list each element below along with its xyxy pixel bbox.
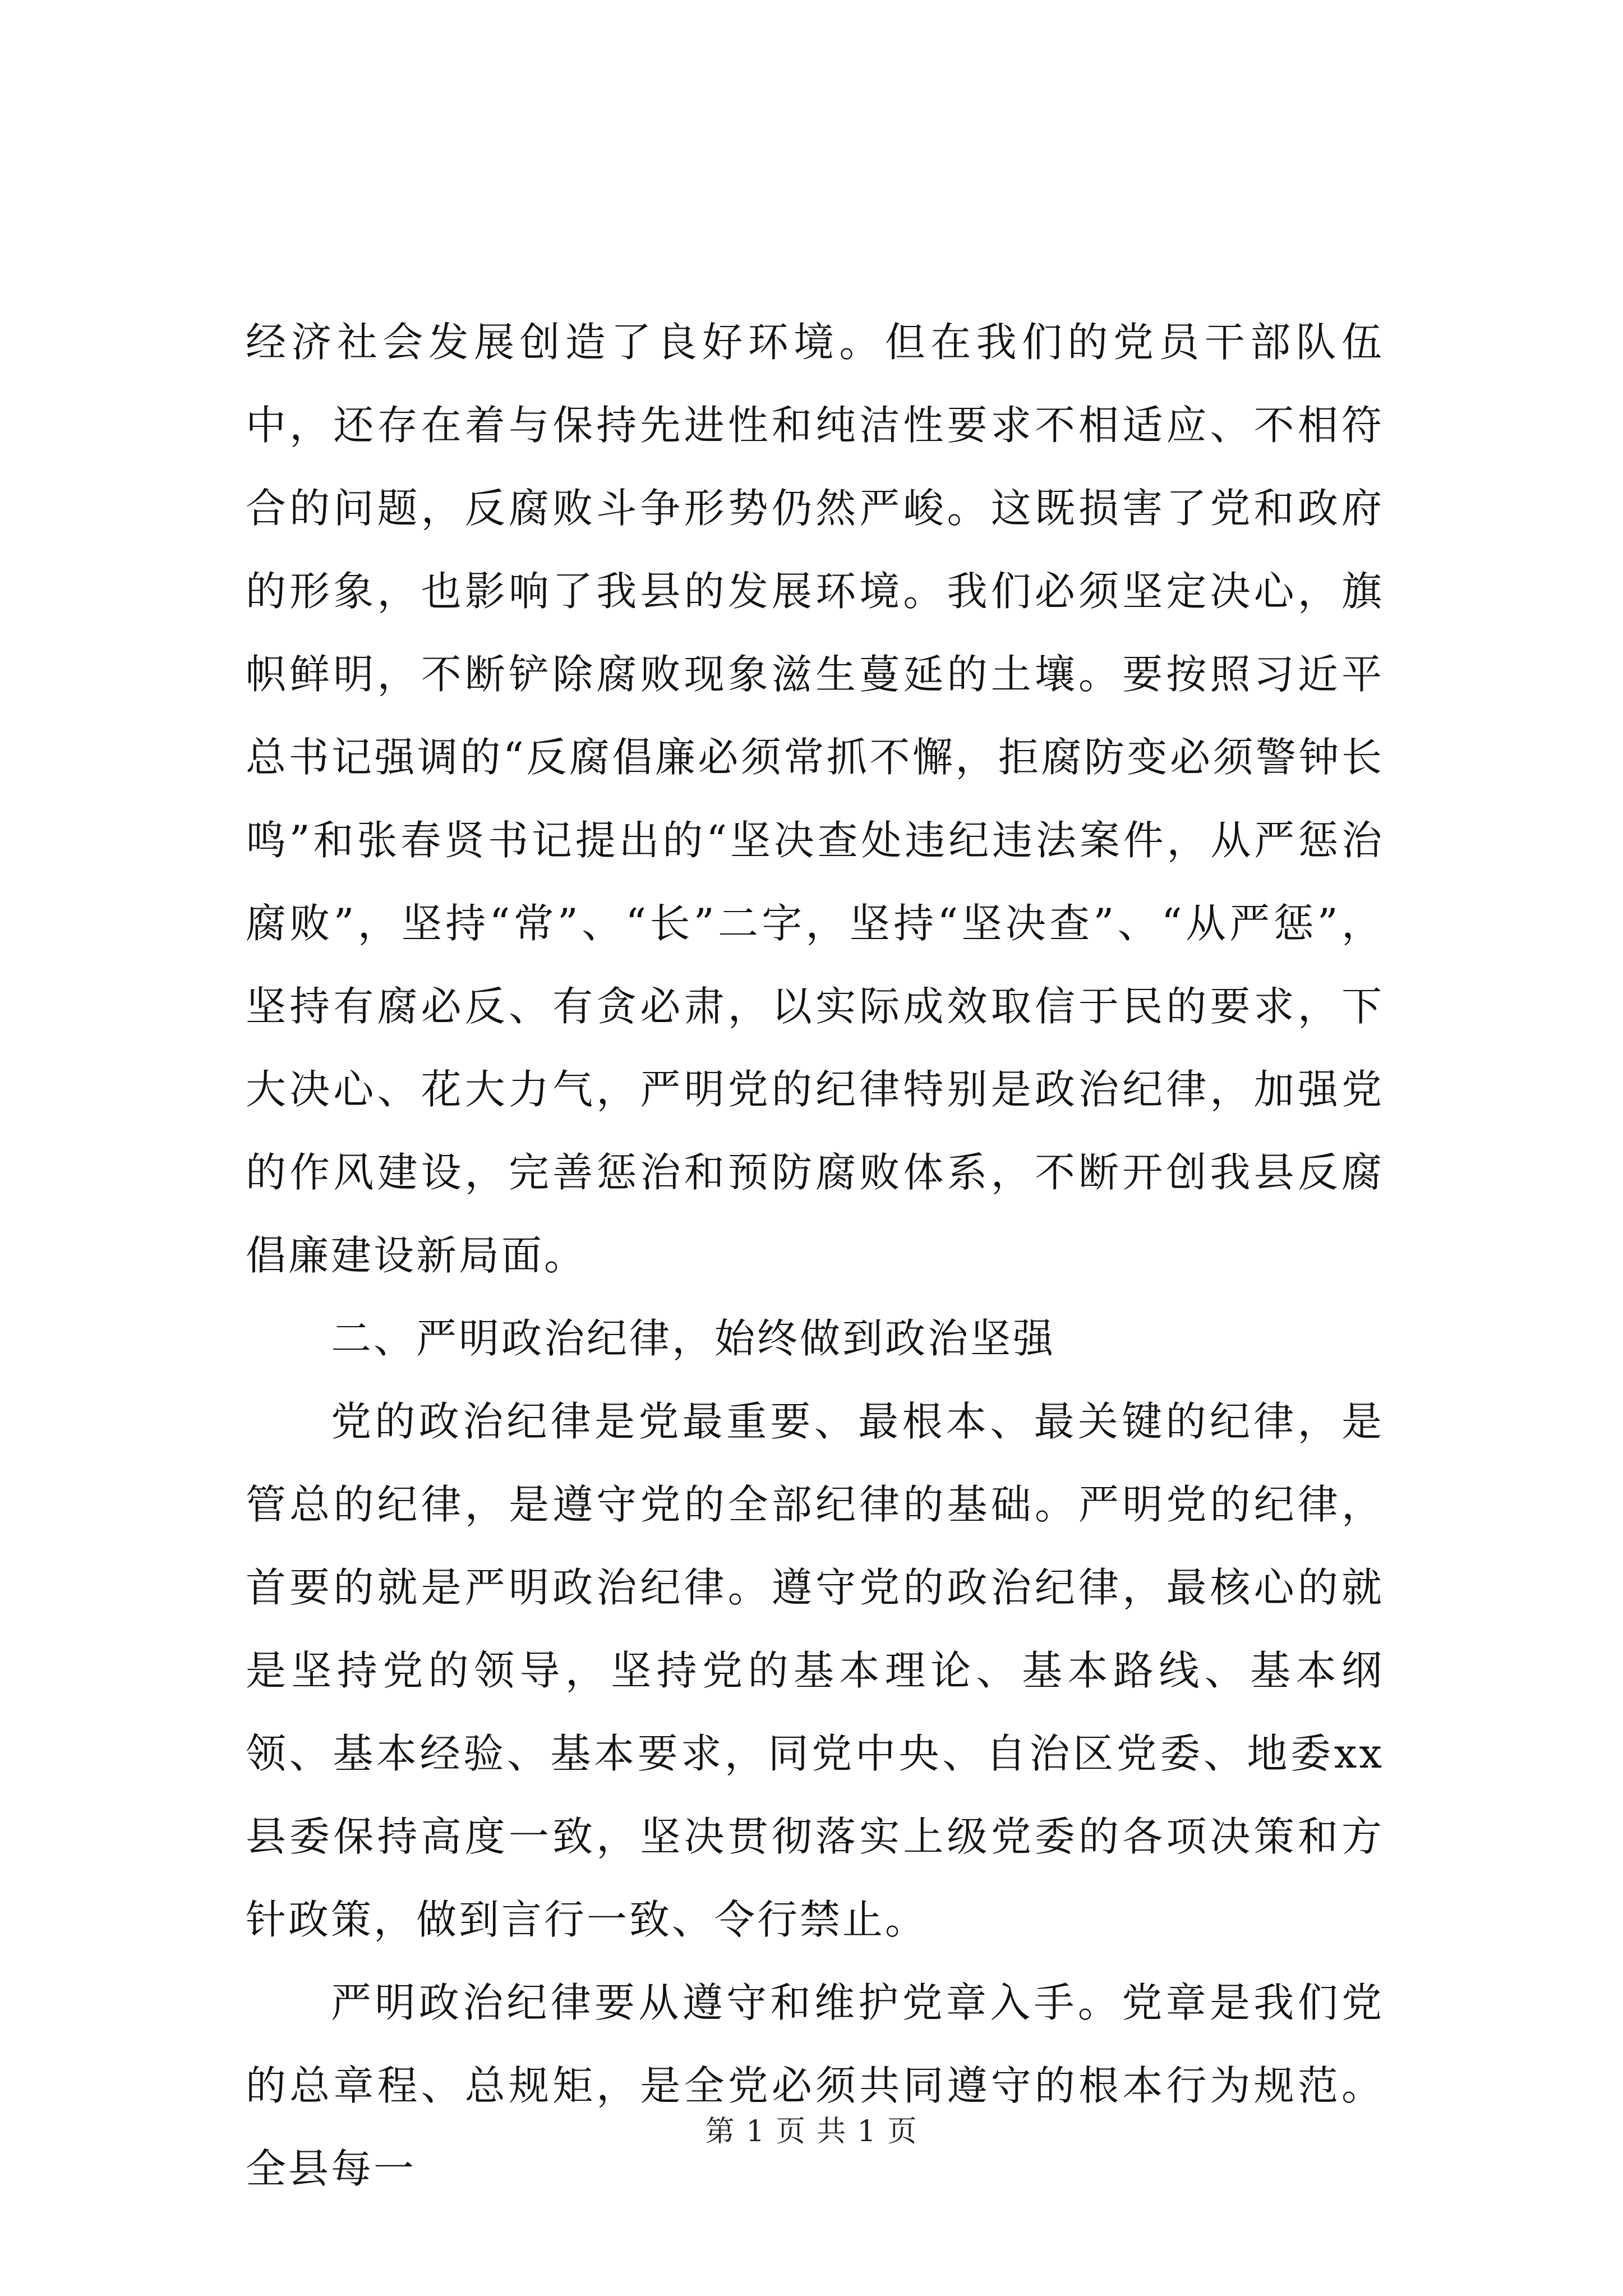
section-heading: 二、严明政治纪律，始终做到政治坚强 xyxy=(331,1315,1056,1362)
page-footer: 第 1 页 共 1 页 xyxy=(705,2115,918,2148)
paragraph-political-discipline: 党的政治纪律是党最重要、最根本、最关键的纪律，是管总的纪律，是遵守党的全部纪律的基础。严明党的纪律，首要的就是严明政治纪律。遵守党的政治纪律，最核心的就是坚持党的领导，坚持党的基本理论、基本路线、基本纲领、基本经验、基本要求，同党中央、自治区党委、地委xx县委保持高度一致，坚决贯彻落实上级党委的各项决策和方针政策，做到言行一致、令行禁止。 xyxy=(246,1398,1384,1943)
document-body xyxy=(246,301,1384,2210)
paragraph-party-constitution: 严明政治纪律要从遵守和维护党章入手。党章是我们党的总章程、总规矩，是全党必须共同遵守的根本行为规范。全县每一 xyxy=(246,1979,1384,2192)
paragraph-continuation: 经济社会发展创造了良好环境。但在我们的党员干部队伍中，还存在着与保持先进性和纯洁性要求不相适应、不相符合的问题，反腐败斗争形势仍然严峻。这既损害了党和政府的形象，也影响了我县的发展环境。我们必须坚定决心，旗帜鲜明，不断铲除腐败现象滋生蔓延的土壤。要按照习近平总书记强调的“反腐倡廉必须常抓不懈，拒腐防变必须警钟长鸣”和张春贤书记提出的“坚决查处违纪违法案件，从严惩治腐败”，坚持“常”、“长”二字，坚持“坚决查”、“从严惩”，坚持有腐必反、有贪必肃，以实际成效取信于民的要求，下大决心、花大力气，严明党的纪律特别是政治纪律，加强党的作风建设，完善惩治和预防腐败体系，不断开创我县反腐倡廉建设新局面。 xyxy=(246,319,1384,1279)
